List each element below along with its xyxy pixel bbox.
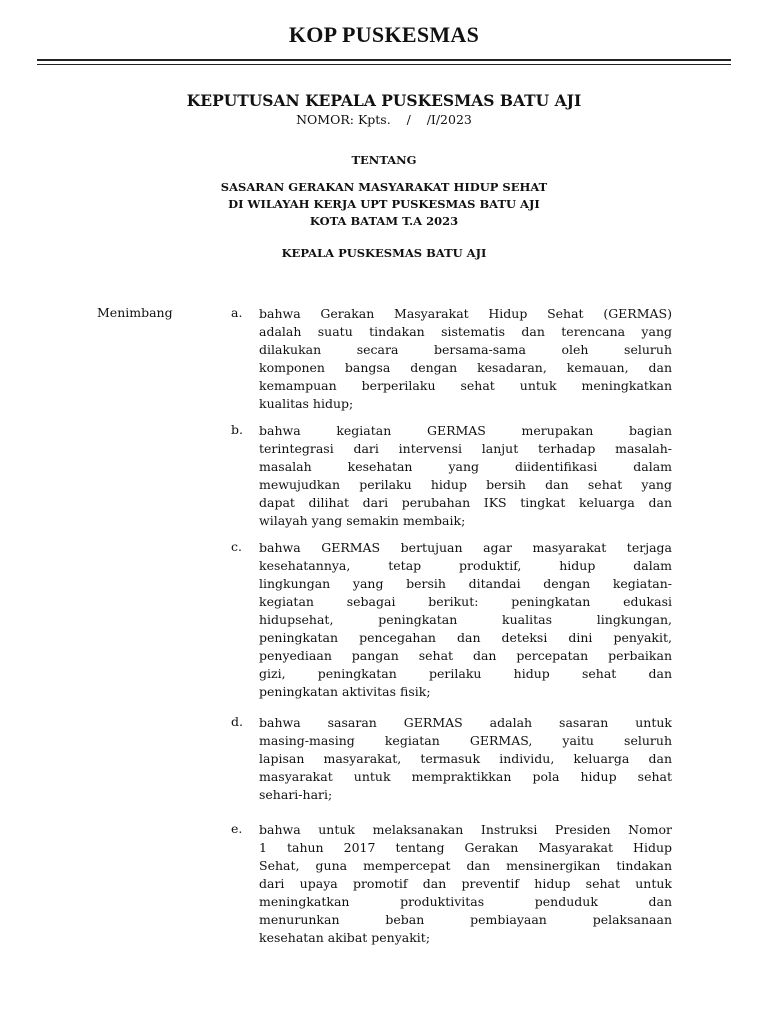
item-text-line: Sehat, guna mempercepat dan mensinergikan tindakan: [259, 858, 672, 873]
item-text: [259, 305, 672, 413]
item-text-line: masalah kesehatan yang diidentifikasi dalam: [259, 459, 672, 474]
item-text-line: kualitas hidup;: [259, 396, 354, 411]
subject-line: SASARAN GERAKAN MASYARAKAT HIDUP SEHAT: [220, 180, 548, 194]
item-text-line: komponen bangsa dengan kesadaran, kemauan, dan: [259, 360, 672, 375]
item-letter: a.: [231, 305, 243, 320]
item-text-line: peningkatan pencegahan dan deteksi dini penyakit,: [259, 630, 672, 645]
item-text-line: lapisan masyarakat, termasuk individu, keluarga dan: [259, 751, 672, 766]
item-text: [259, 422, 672, 530]
subject-line: DI WILAYAH KERJA UPT PUSKESMAS BATU AJI: [228, 197, 540, 211]
item-text-line: kesehatan akibat penyakit;: [259, 930, 431, 945]
item-letter: e.: [231, 821, 243, 836]
item-text-line: penyediaan pangan sehat dan percepatan perbaikan: [259, 648, 672, 663]
item-text-line: bahwa Gerakan Masyarakat Hidup Sehat (GERMAS): [259, 306, 672, 321]
item-text-line: adalah suatu tindakan sistematis dan terencana yang: [259, 324, 672, 339]
letterhead-divider-thick: [37, 59, 731, 61]
item-text-line: kegiatan sebagai berikut: peningkatan edukasi: [259, 594, 672, 609]
item-text-line: 1 tahun 2017 tentang Gerakan Masyarakat Hidup: [259, 840, 672, 855]
item-text-line: meningkatkan produktivitas penduduk dan: [259, 894, 672, 909]
item-text-line: peningkatan aktivitas fisik;: [259, 684, 431, 699]
item-text-line: mewujudkan perilaku hidup bersih dan sehat yang: [259, 477, 672, 492]
item-text-line: bahwa untuk melaksanakan Instruksi Presiden Nomor: [259, 822, 672, 837]
item-text-line: hidupsehat, peningkatan kualitas lingkungan,: [259, 612, 672, 627]
item-text-line: wilayah yang semakin membaik;: [259, 513, 466, 528]
item-text-line: masyarakat untuk mempraktikkan pola hidup sehat: [259, 769, 672, 784]
tentang-heading: TENTANG: [351, 153, 417, 167]
item-text-line: terintegrasi dari intervensi lanjut terhadap masalah-: [259, 441, 672, 456]
item-text-line: kemampuan berperilaku sehat untuk meningkatkan: [259, 378, 672, 393]
letterhead-divider-thin: [37, 64, 731, 65]
item-text-line: bahwa GERMAS bertujuan agar masyarakat terjaga: [259, 540, 672, 555]
item-letter: d.: [231, 714, 243, 729]
item-letter: c.: [231, 539, 242, 554]
item-text-line: dari upaya promotif dan preventif hidup sehat untuk: [259, 876, 672, 891]
item-text-line: bahwa sasaran GERMAS adalah sasaran untuk: [259, 715, 672, 730]
item-text-line: dilakukan secara bersama-sama oleh seluruh: [259, 342, 672, 357]
subject-line: KOTA BATAM T.A 2023: [309, 214, 459, 228]
item-text-line: lingkungan yang bersih ditandai dengan kegiatan-: [259, 576, 672, 591]
item-letter: b.: [231, 422, 243, 437]
letterhead-title: KOP PUSKESMAS: [288, 22, 480, 47]
menimbang-label: Menimbang: [97, 305, 173, 320]
item-text-line: sehari-hari;: [259, 787, 333, 802]
item-text-line: kesehatannya, tetap produktif, hidup dalam: [259, 558, 672, 573]
decree-subject: [0, 179, 768, 230]
decree-title: KEPUTUSAN KEPALA PUSKESMAS BATU AJI: [186, 91, 582, 110]
item-text-line: gizi, peningkatan perilaku hidup sehat dan: [259, 666, 672, 681]
item-text-line: bahwa kegiatan GERMAS merupakan bagian: [259, 423, 672, 438]
item-text: [259, 821, 672, 947]
item-text: [259, 714, 672, 804]
item-text: [259, 539, 672, 701]
decree-number: NOMOR: Kpts. / /I/2023: [296, 112, 472, 127]
item-text-line: dapat dilihat dari perubahan IKS tingkat keluarga dan: [259, 495, 672, 510]
authority-heading: KEPALA PUSKESMAS BATU AJI: [281, 246, 487, 260]
item-text-line: menurunkan beban pembiayaan pelaksanaan: [259, 912, 672, 927]
item-text-line: masing-masing kegiatan GERMAS, yaitu seluruh: [259, 733, 672, 748]
